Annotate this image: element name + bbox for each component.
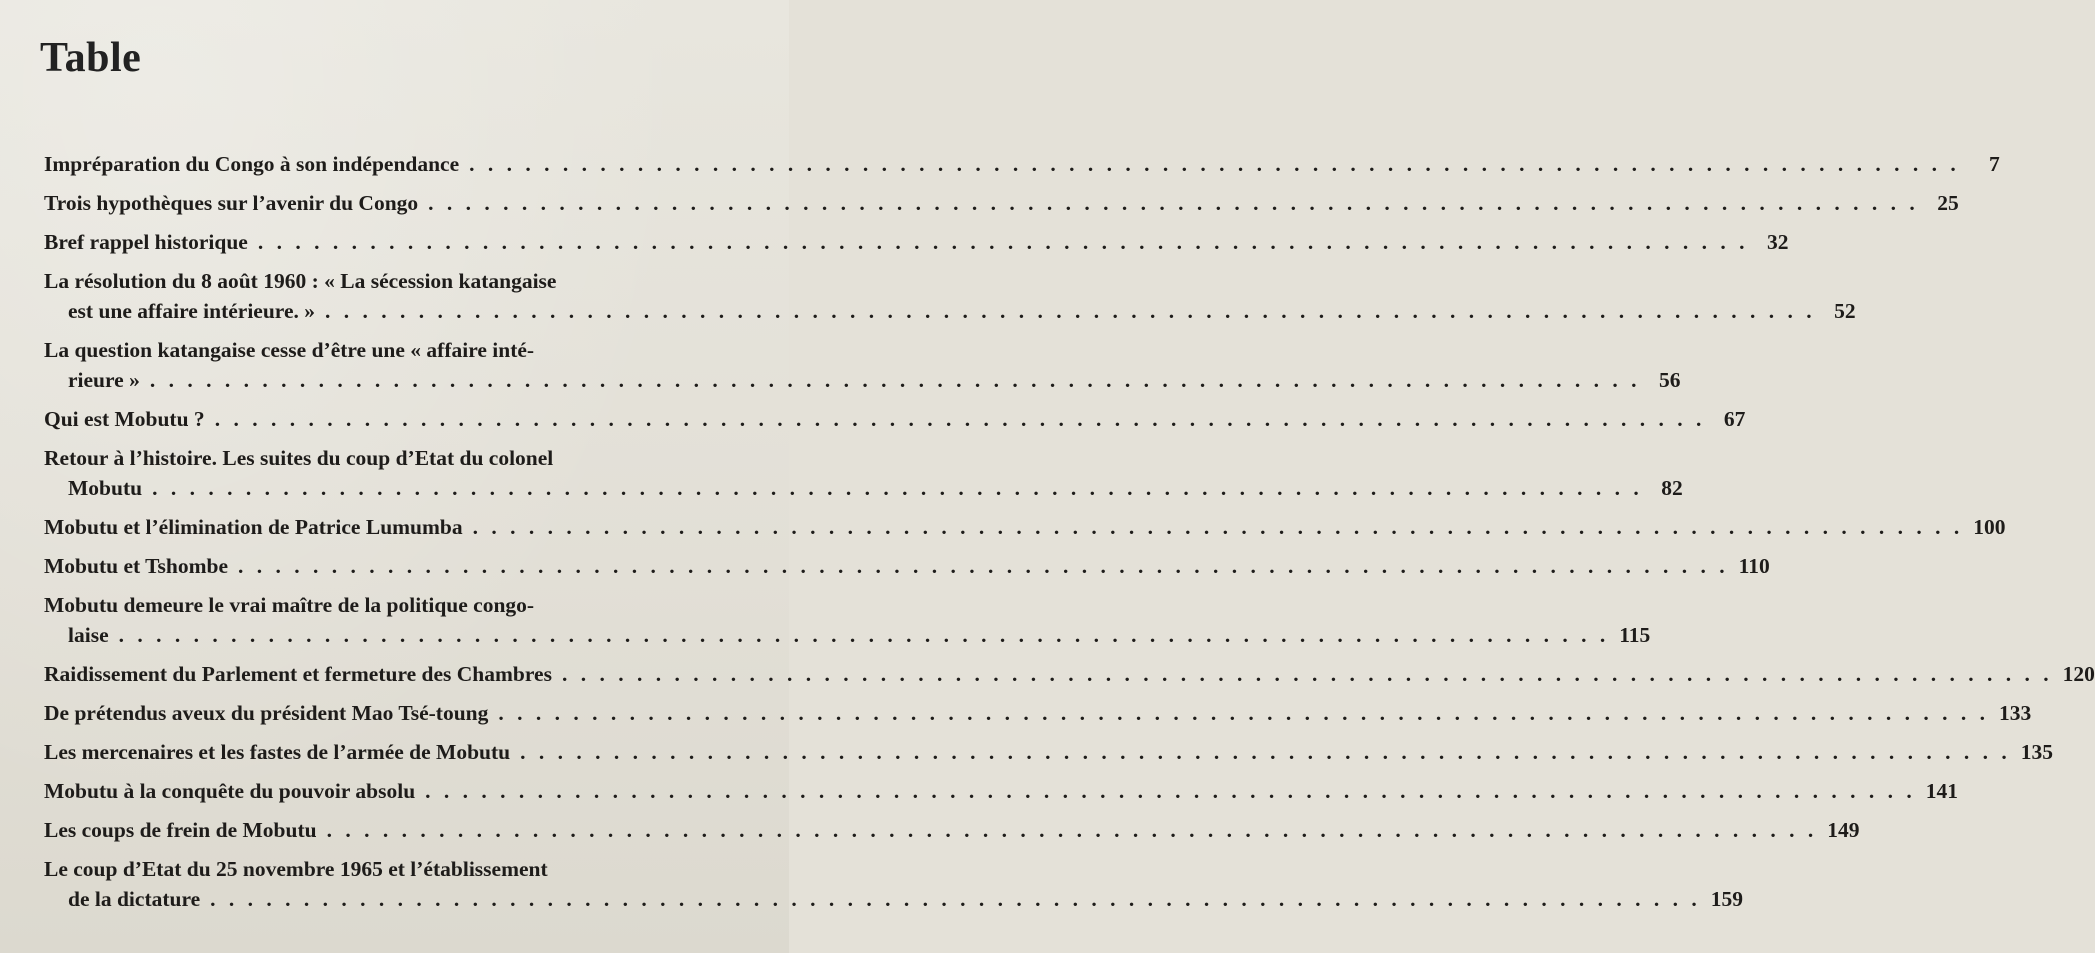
table-of-contents <box>44 149 2095 923</box>
toc-entry <box>44 776 1959 806</box>
toc-entry <box>44 659 2095 689</box>
toc-page-number: 133 <box>1999 701 2032 725</box>
toc-entry <box>44 227 1789 257</box>
dot-leader: . . . . . . . . . . . . . . . . . . . . . . . . . . . . . . . . . . . . . . . . . . . . . . . . . . . . . . . . . . . . . . . . . . . . . . . . . . . . . . . . <box>210 887 1701 911</box>
toc-entry <box>44 737 2053 767</box>
toc-page-number: 52 <box>1834 299 1856 323</box>
toc-entry <box>44 551 1770 581</box>
toc-page-number: 100 <box>1973 515 2006 539</box>
toc-page-number: 120 <box>2062 662 2095 686</box>
toc-entry <box>44 512 2006 542</box>
dot-leader: . . . . . . . . . . . . . . . . . . . . . . . . . . . . . . . . . . . . . . . . . . . . . . . . . . . . . . . . . . . . . . . . . . . . . . . . . . . . . . . . <box>214 407 1706 431</box>
toc-entry-title-line: Mobutu <box>68 476 143 500</box>
toc-entry <box>44 188 1959 218</box>
toc-entry-title-line: Les mercenaires et les fastes de l’armée de Mobutu <box>44 740 511 764</box>
toc-entry-title-line: Mobutu à la conquête du pouvoir absolu <box>44 779 416 803</box>
toc-entry-title-line: De prétendus aveux du président Mao Tsé-toung <box>44 701 489 725</box>
dot-leader: . . . . . . . . . . . . . . . . . . . . . . . . . . . . . . . . . . . . . . . . . . . . . . . . . . . . . . . . . . . . . . . . . . . . . . . . . . . . . . . . <box>425 779 1916 803</box>
toc-entry-title-line: La question katangaise cesse d’être une « affaire inté- <box>44 338 535 362</box>
toc-entry <box>44 590 1651 650</box>
toc-page-number: 135 <box>2020 740 2053 764</box>
toc-page-number: 67 <box>1723 407 1746 431</box>
toc-entry <box>44 266 1856 326</box>
toc-entry-title-line: laise <box>68 623 109 647</box>
toc-page-number: 7 <box>1989 152 2000 176</box>
toc-entry-title-line: Mobutu demeure le vrai maître de la politique congo- <box>44 593 535 617</box>
toc-entry-title-line: Mobutu et Tshombe <box>44 554 228 578</box>
toc-page-number: 56 <box>1658 368 1681 392</box>
toc-entry-title-line: Retour à l’histoire. Les suites du coup d’Etat du colonel <box>44 446 554 470</box>
toc-entry <box>44 815 1860 845</box>
toc-entry-title-line: Le coup d’Etat du 25 novembre 1965 et l’établissement <box>44 857 548 881</box>
dot-leader: . . . . . . . . . . . . . . . . . . . . . . . . . . . . . . . . . . . . . . . . . . . . . . . . . . . . . . . . . . . . . . . . . . . . . . . . . . . . . . . . <box>238 554 1729 578</box>
dot-leader: . . . . . . . . . . . . . . . . . . . . . . . . . . . . . . . . . . . . . . . . . . . . . . . . . . . . . . . . . . . . . . . . . . . . . . . . . . . . . . . . <box>520 740 2011 764</box>
toc-entry-title-line: Impréparation du Congo à son indépendance <box>44 152 460 176</box>
page-title: Table <box>40 35 142 81</box>
toc-entry-title-line: Les coups de frein de Mobutu <box>44 818 317 842</box>
toc-entry-title-line: Bref rappel historique <box>44 230 248 254</box>
toc-entry-title-line: Raidissement du Parlement et fermeture des Chambres <box>44 662 552 686</box>
toc-entry-title-line: est une affaire intérieure. » <box>68 299 315 323</box>
toc-entry <box>44 404 1746 434</box>
toc-entry-title-line: Mobutu et l’élimination de Patrice Lumumba <box>44 515 463 539</box>
toc-page-number: 25 <box>1937 191 1959 215</box>
toc-page-number: 82 <box>1661 476 1683 500</box>
toc-entry-title-line: Trois hypothèques sur l’avenir du Congo <box>44 191 419 215</box>
toc-entry-title-line: de la dictature <box>68 887 201 911</box>
dot-leader: . . . . . . . . . . . . . . . . . . . . . . . . . . . . . . . . . . . . . . . . . . . . . . . . . . . . . . . . . . . . . . . . . . . . . . . . . . . . . . . . <box>498 701 1990 725</box>
toc-entry-title-line: Qui est Mobutu ? <box>44 407 205 431</box>
toc-entry-title-line: rieure » <box>68 368 140 392</box>
toc-page-number: 110 <box>1738 554 1770 578</box>
dot-leader: . . . . . . . . . . . . . . . . . . . . . . . . . . . . . . . . . . . . . . . . . . . . . . . . . . . . . . . . . . . . . . . . . . . . . . . . . . . . . . . . <box>257 230 1749 254</box>
toc-entry <box>44 149 2000 179</box>
toc-page-number: 149 <box>1827 818 1860 842</box>
dot-leader: . . . . . . . . . . . . . . . . . . . . . . . . . . . . . . . . . . . . . . . . . . . . . . . . . . . . . . . . . . . . . . . . . . . . . . . . . . . . . . . . <box>561 662 2053 686</box>
dot-leader: . . . . . . . . . . . . . . . . . . . . . . . . . . . . . . . . . . . . . . . . . . . . . . . . . . . . . . . . . . . . . . . . . . . . . . . . . . . . . . . . <box>149 368 1641 392</box>
toc-page-number: 115 <box>1619 623 1651 647</box>
toc-entry <box>44 698 2032 728</box>
dot-leader: . . . . . . . . . . . . . . . . . . . . . . . . . . . . . . . . . . . . . . . . . . . . . . . . . . . . . . . . . . . . . . . . . . . . . . . . . . . . . . . . <box>472 515 1964 539</box>
dot-leader: . . . . . . . . . . . . . . . . . . . . . . . . . . . . . . . . . . . . . . . . . . . . . . . . . . . . . . . . . . . . . . . . . . . . . . . . . . . . . . . . <box>152 476 1643 500</box>
toc-page-number: 32 <box>1766 230 1789 254</box>
toc-page-number: 159 <box>1710 887 1744 911</box>
dot-leader: . . . . . . . . . . . . . . . . . . . . . . . . . . . . . . . . . . . . . . . . . . . . . . . . . . . . . . . . . . . . . . . . . . . . . . . . . . . . . . . . <box>326 818 1818 842</box>
toc-page-number: 141 <box>1925 779 1959 803</box>
toc-entry <box>44 854 1744 914</box>
toc-entry <box>44 443 1683 503</box>
toc-entry <box>44 335 1681 395</box>
dot-leader: . . . . . . . . . . . . . . . . . . . . . . . . . . . . . . . . . . . . . . . . . . . . . . . . . . . . . . . . . . . . . . . . . . . . . . . . . . . . . . . . <box>325 299 1816 323</box>
dot-leader: . . . . . . . . . . . . . . . . . . . . . . . . . . . . . . . . . . . . . . . . . . . . . . . . . . . . . . . . . . . . . . . . . . . . . . . . . . . . . . . . <box>469 152 1960 176</box>
toc-entry-title-line: La résolution du 8 août 1960 : « La sécession katangaise <box>44 269 557 293</box>
dot-leader: . . . . . . . . . . . . . . . . . . . . . . . . . . . . . . . . . . . . . . . . . . . . . . . . . . . . . . . . . . . . . . . . . . . . . . . . . . . . . . . . <box>428 191 1919 215</box>
dot-leader: . . . . . . . . . . . . . . . . . . . . . . . . . . . . . . . . . . . . . . . . . . . . . . . . . . . . . . . . . . . . . . . . . . . . . . . . . . . . . . . . <box>118 623 1610 647</box>
